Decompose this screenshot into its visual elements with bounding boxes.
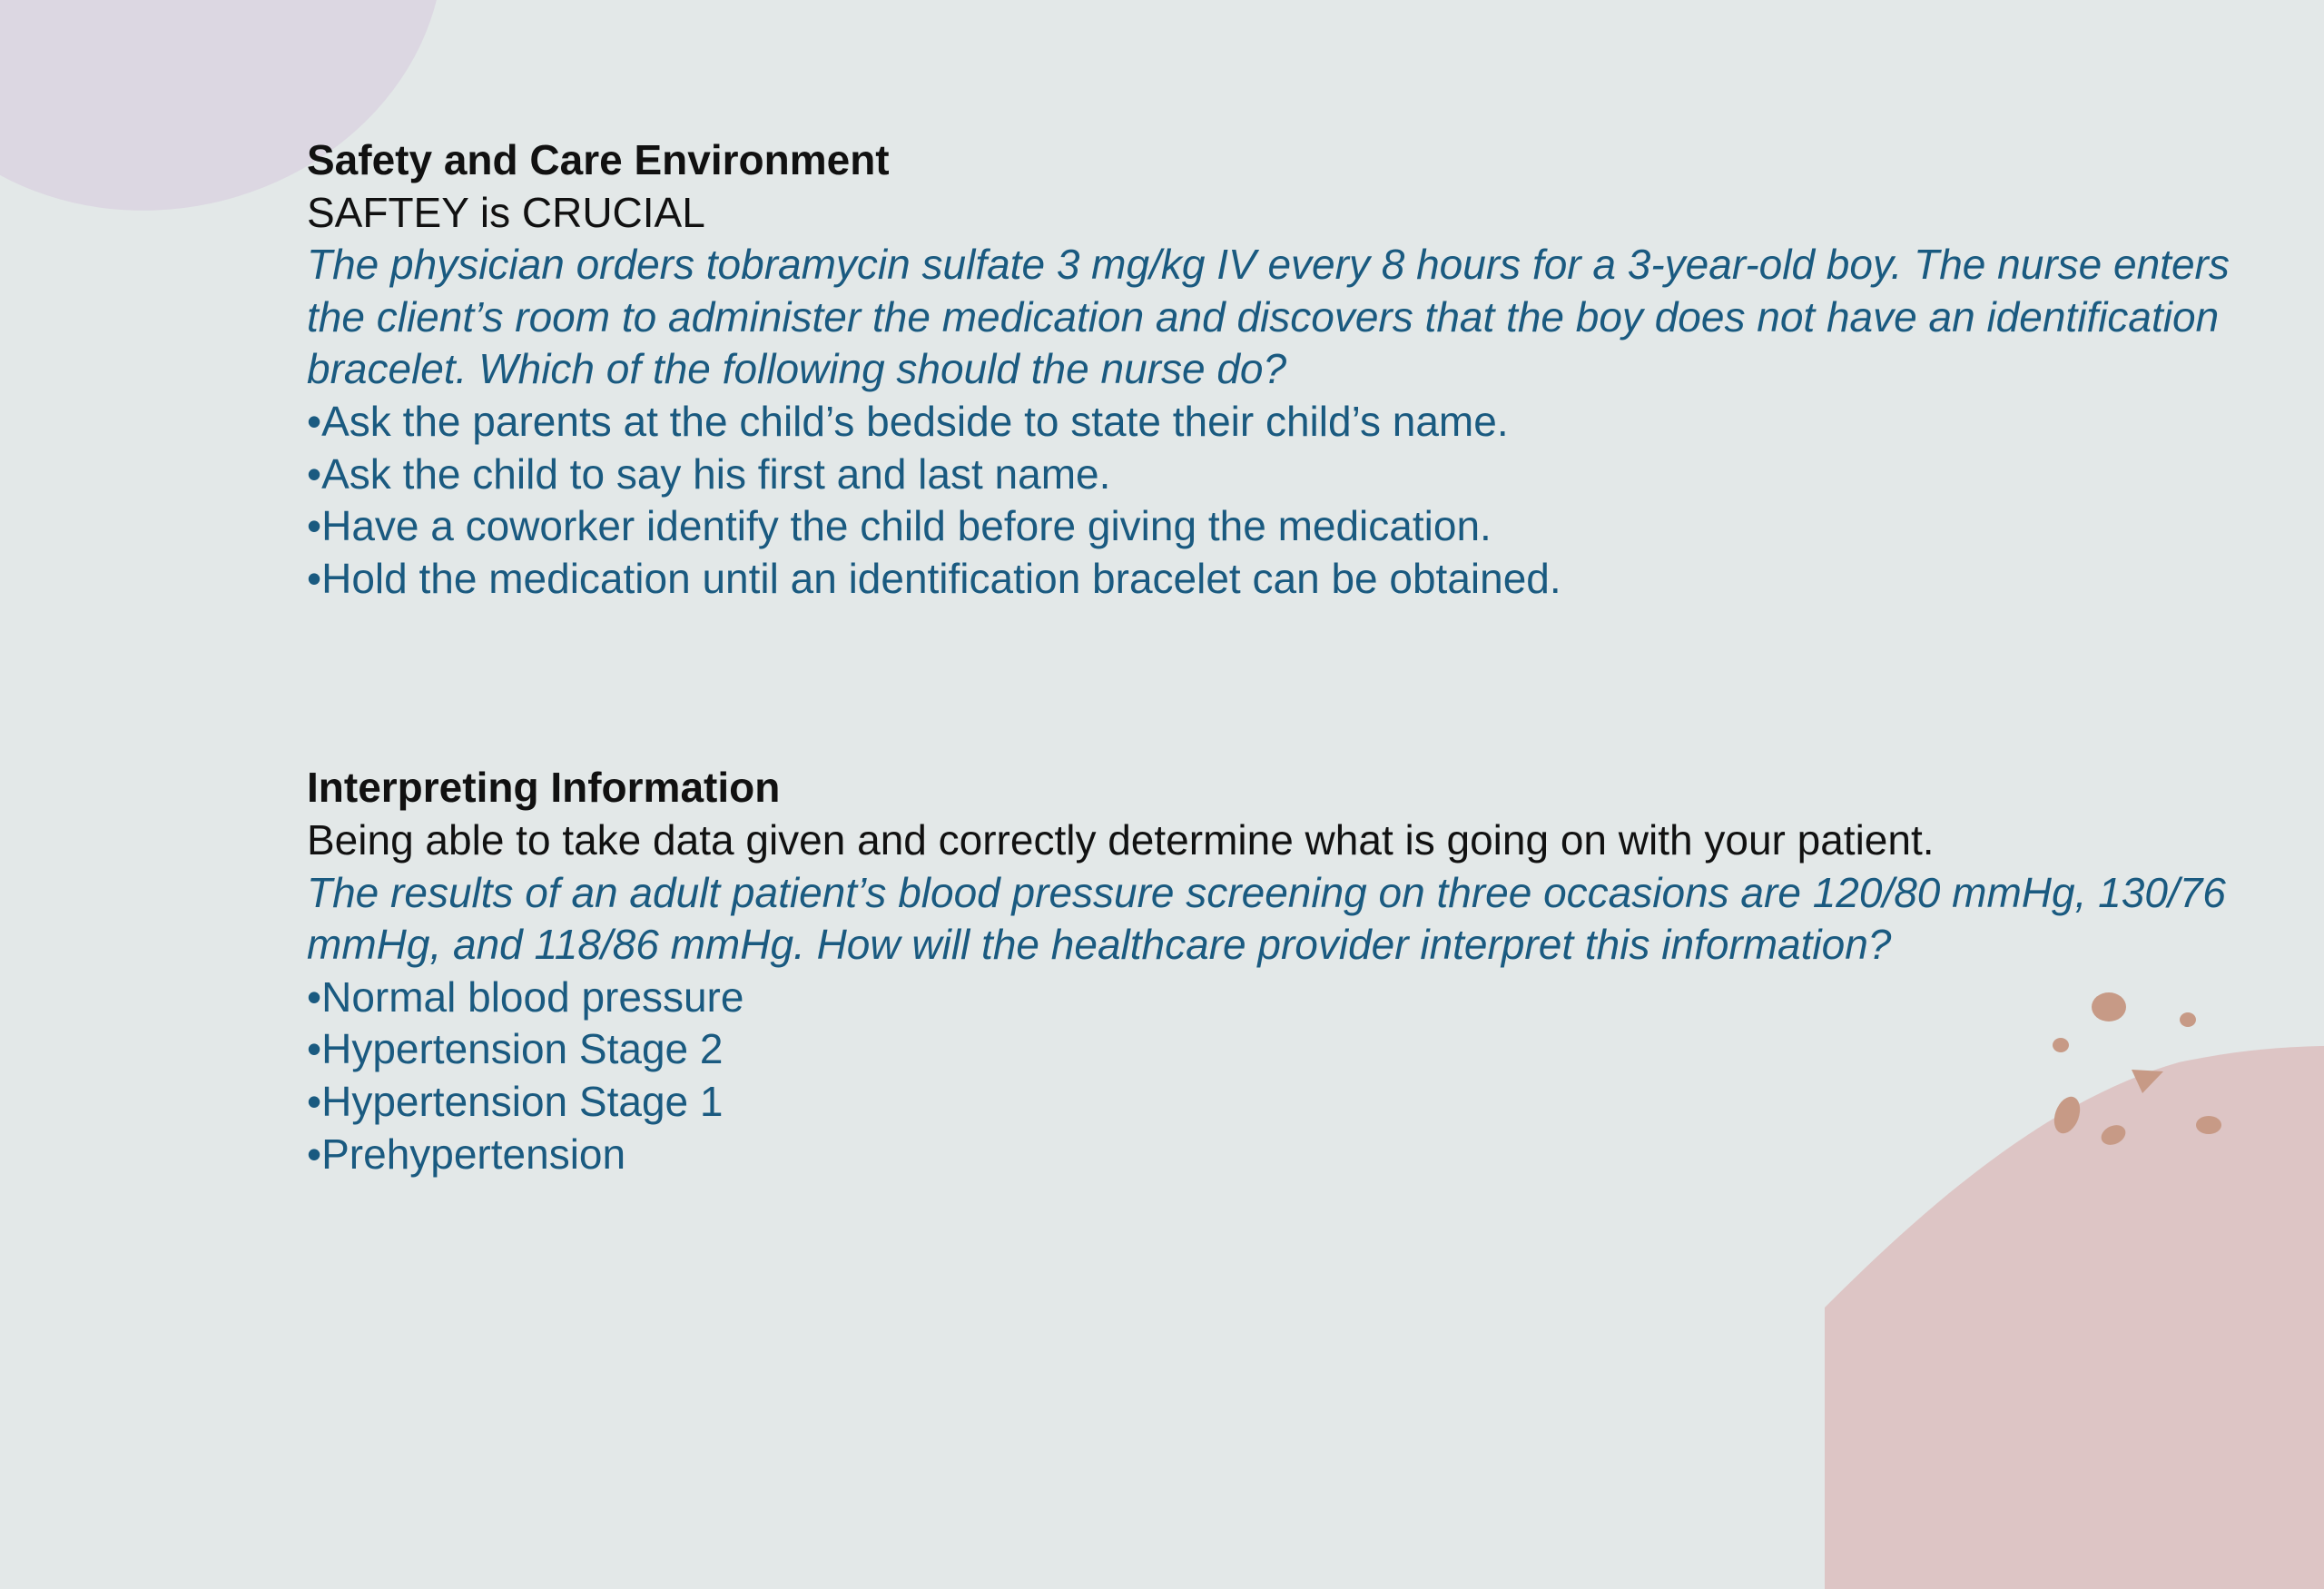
- question-text: The physician orders tobramycin sulfate 3 mg/kg IV every 8 hours for a 3-year-old boy. The nurse enters the client’s room to administer the medication and discovers that the boy does not have an identification bracelet. Which of the following should the nurse do?: [307, 241, 2230, 393]
- answer-option: •Have a coworker identify the child before giving the medication.: [307, 502, 1492, 550]
- answer-option: •Normal blood pressure: [307, 972, 744, 1021]
- answer-option: •Ask the parents at the child’s bedside to state their child’s name.: [307, 397, 1509, 445]
- answer-option: •Hypertension Stage 2: [307, 1025, 724, 1073]
- answer-option: •Hold the medication until an identification bracelet can be obtained.: [307, 554, 1561, 602]
- answer-option: •Prehypertension: [307, 1130, 626, 1178]
- slide-content: [307, 134, 2231, 1180]
- section-heading: Interpreting Information: [307, 764, 781, 812]
- answer-option: •Hypertension Stage 1: [307, 1077, 724, 1125]
- answer-option: •Ask the child to say his first and last name.: [307, 449, 1111, 498]
- section-heading: Safety and Care Environment: [307, 136, 890, 183]
- section-spacer: [307, 605, 2231, 762]
- section-subtitle: SAFTEY is CRUCIAL: [307, 188, 705, 236]
- question-text: The results of an adult patient’s blood pressure screening on three occasions are 120/80 mmHg, 130/76 mmHg, and 118/86 mmHg. How will the healthcare provider interpret this information?: [307, 868, 2226, 969]
- section-interpreting-information: [307, 762, 2231, 1180]
- section-safety-care-environment: [307, 134, 2231, 605]
- section-subtitle: Being able to take data given and correctly determine what is going on with your patient.: [307, 815, 1935, 864]
